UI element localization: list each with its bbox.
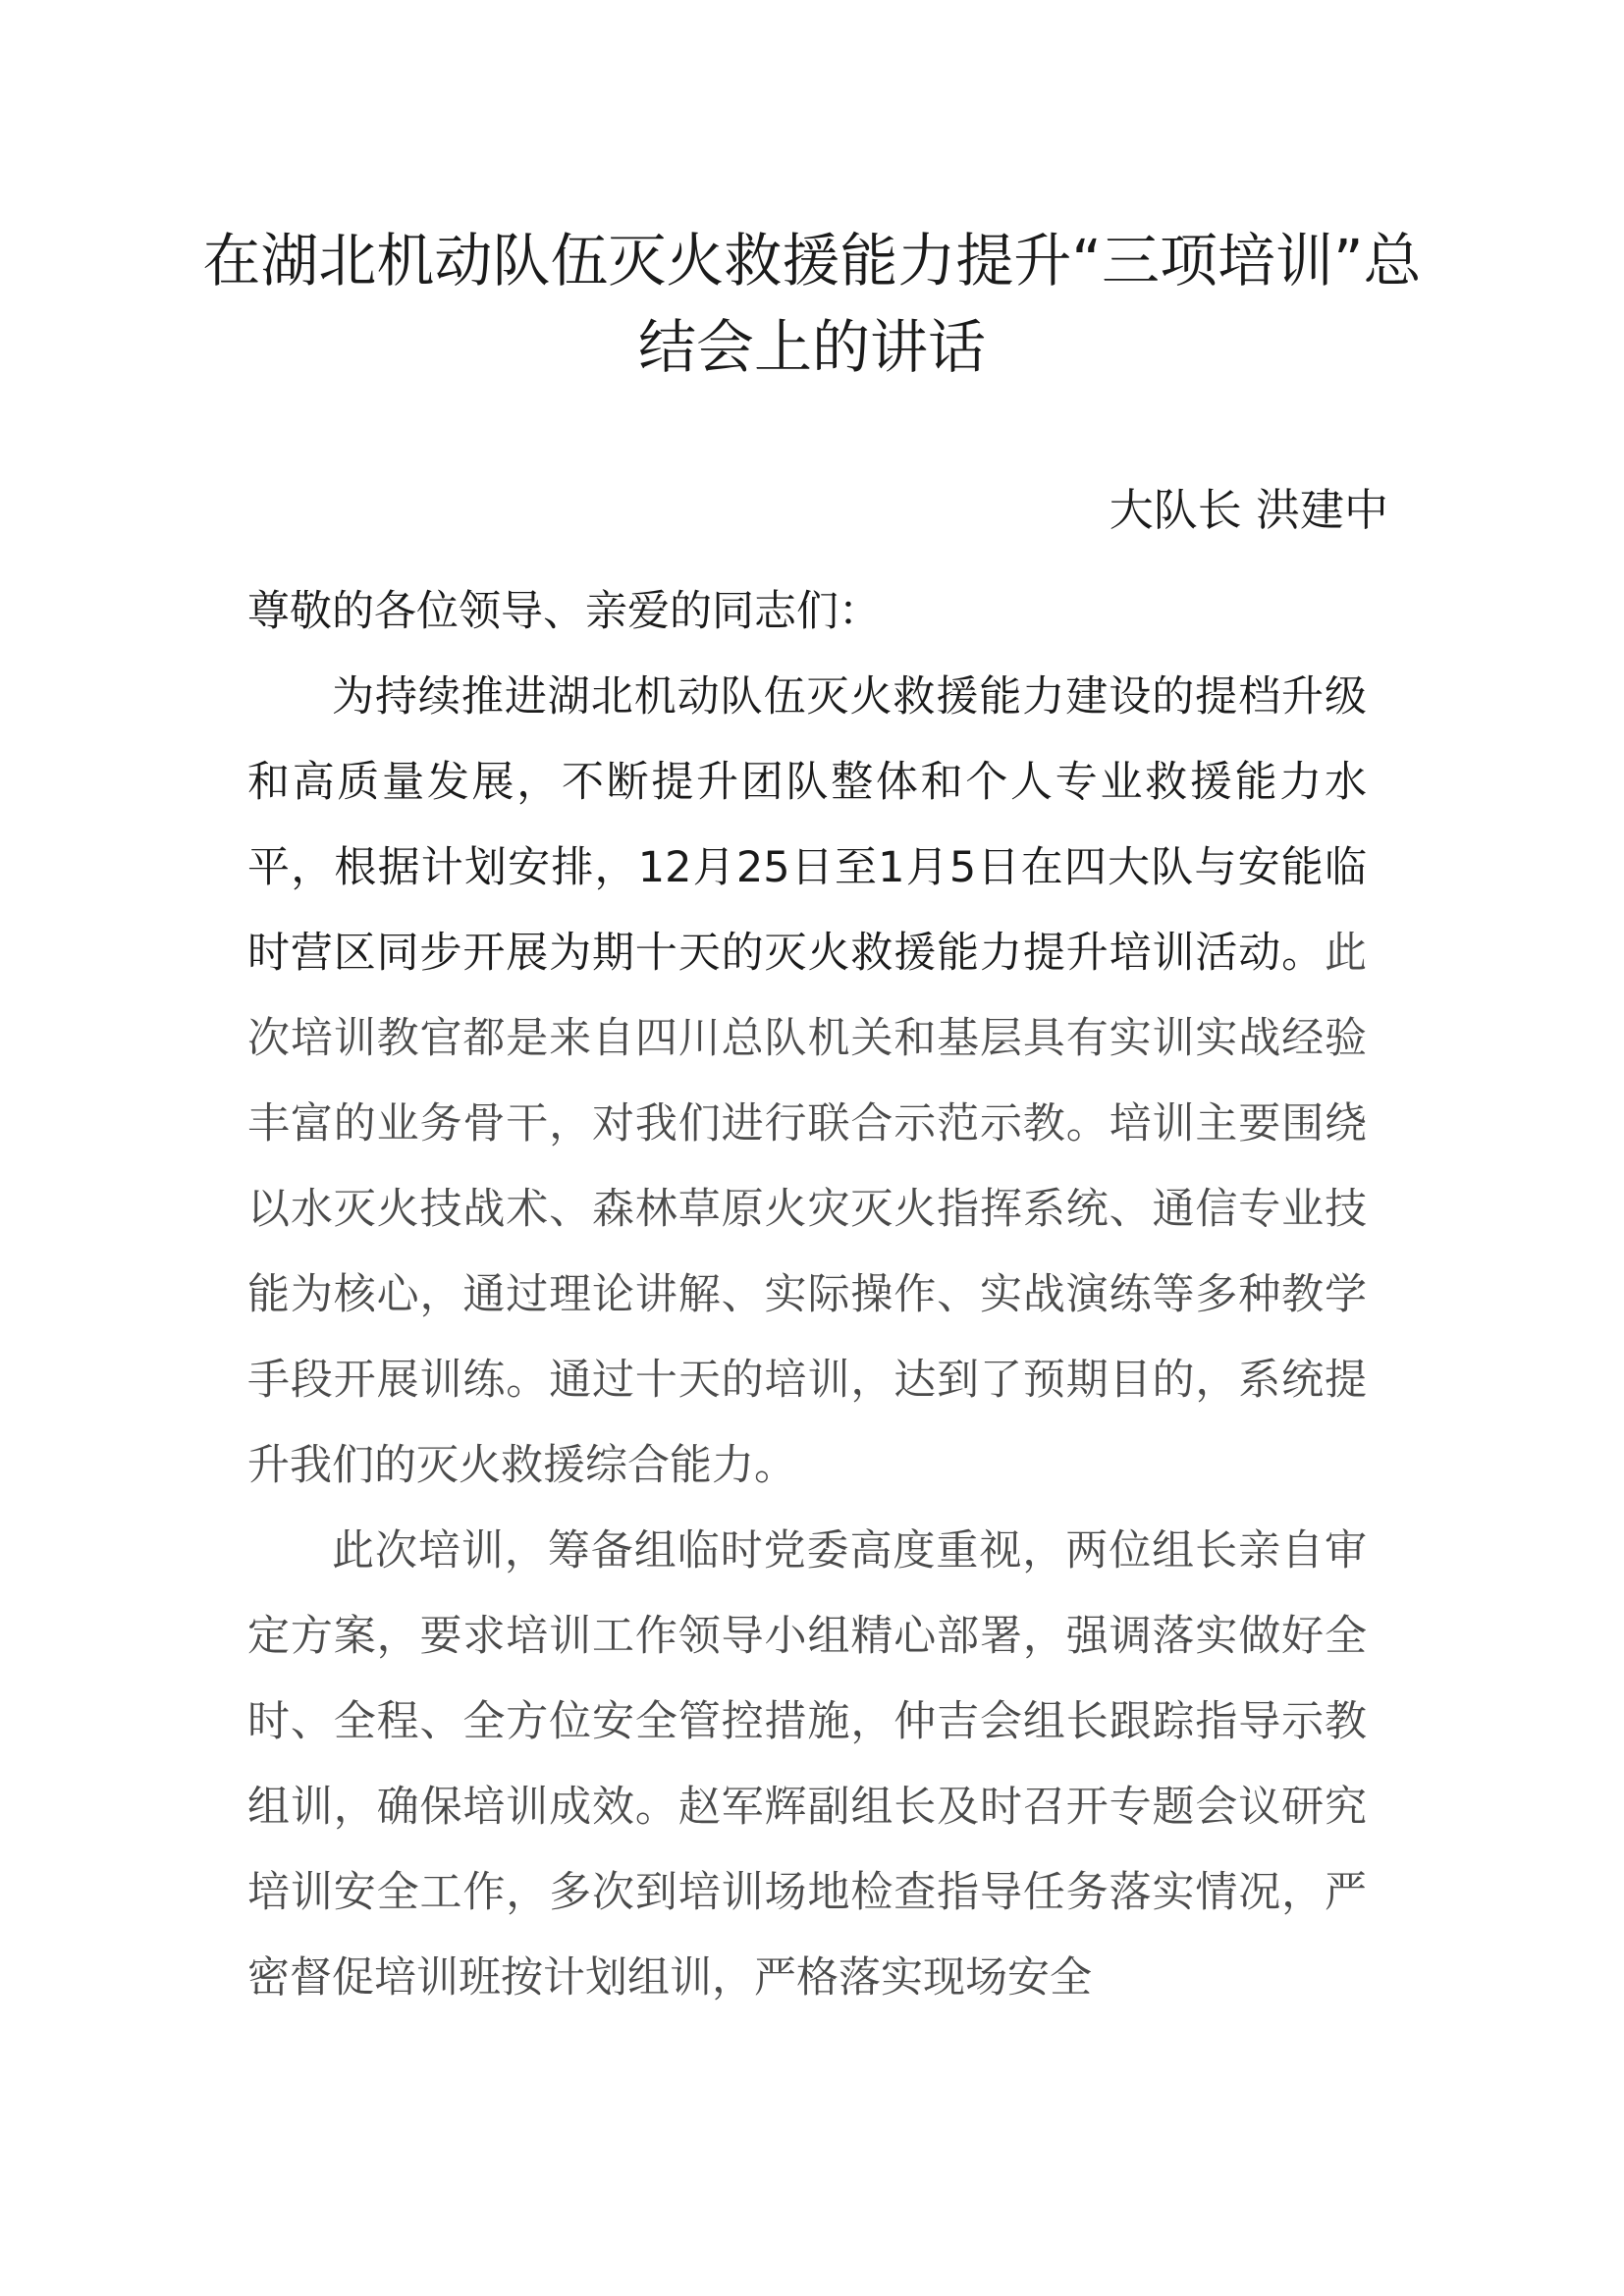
paragraph-2-text: 此次培训，筹备组临时党委高度重视，两位组长亲自审定方案，要求培训工作领导小组精心部署，强调落实做好全时、全程、全方位安全管控措施，仲吉会组长跟踪指导示教组训，确保培训成效。赵军辉副组长及时召开专题会议研究培训安全工作，多次到培训场地检查指导任务落实情况，严密督促培训班按计划组训，严格落实现场安全 (247, 1526, 1367, 2002)
paragraph-1-part-1: 为持续推进湖北机动队伍灭火救援能力建设的提档升级和高质量发展，不断提升团队整体和个人专业救援能力水平，根据计划安排，12月25日至1月5日在四大队与安能临时营区同步开展为期十天的灭火救援能力提升培训活动。 (247, 672, 1367, 978)
speaker-byline: 大队长 洪建中 (1109, 484, 1388, 536)
salutation: 尊敬的各位领导、亲爱的同志们： (247, 587, 881, 636)
paragraph-2 (247, 1509, 1367, 2021)
paragraph-1 (247, 655, 1367, 1509)
document-body (247, 569, 1367, 2021)
document-title: 在湖北机动队伍灭火救援能力提升“三项培训”总结会上的讲话 (202, 227, 1422, 381)
paragraph-1-part-2: 此次培训教官都是来自四川总队机关和基层具有实训实战经验丰富的业务骨干，对我们进行联合示范示教。培训主要围绕以水灭火技战术、森林草原火灾灭火指挥系统、通信专业技能为核心，通过理论讲解、实际操作、实战演练等多种教学手段开展训练。通过十天的培训，达到了预期目的，系统提升我们的灭火救援综合能力。 (247, 929, 1367, 1490)
